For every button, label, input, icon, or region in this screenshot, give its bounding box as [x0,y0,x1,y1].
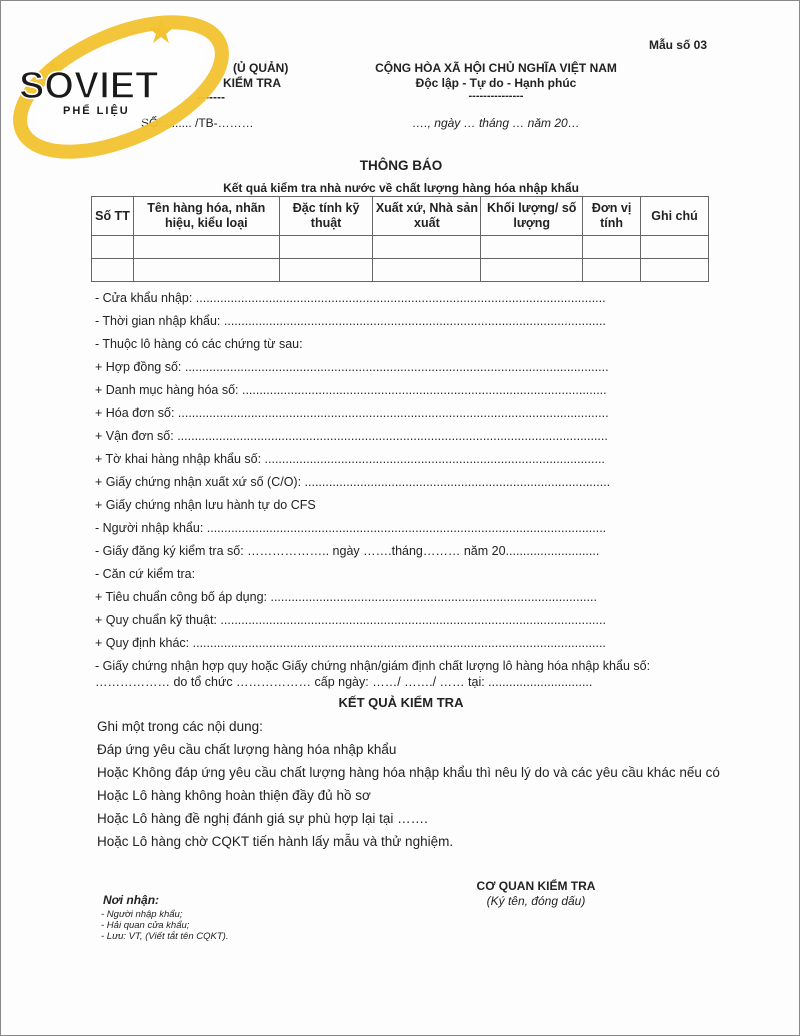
field-contract: + Hợp đồng số: .......................................................................................................................... [95,360,609,374]
field-bill-of-lading: + Vận đơn số: ............................................................................................................................ [95,429,608,443]
republic-name: CỘNG HÒA XÃ HỘI CHỦ NGHĨA VIỆT NAM [375,61,617,75]
recipient-item: - Người nhập khẩu; [101,909,183,920]
col-header: Tên hàng hóa, nhãn hiệu, kiểu loại [133,197,279,236]
field-documents: - Thuộc lô hàng có các chứng từ sau: [95,337,303,351]
recipient-item: - Lưu: VT, (Viết tắt tên CQKT). [101,931,229,942]
header-left-line2: KIỂM TRA [223,76,281,90]
recipient-item: - Hải quan cửa khẩu; [101,920,190,931]
soviet-logo [1,1,251,161]
table-row [92,259,709,282]
form-code: Mẫu số 03 [648,38,707,52]
col-header: Xuất xứ, Nhà sản xuất [373,197,481,236]
notice-title: THÔNG BÁO [359,158,443,173]
field-cfs: + Giấy chứng nhận lưu hành tự do CFS [95,498,316,512]
result-line: Hoặc Không đáp ứng yêu cầu chất lượng hàng hóa nhập khẩu thì nêu lý do và các yêu cầu khác nếu có [97,765,720,780]
field-invoice: + Hóa đơn số: ............................................................................................................................ [95,406,609,420]
result-line: Hoặc Lô hàng không hoàn thiện đầy đủ hồ sơ [97,788,371,803]
col-header: Đặc tính kỹ thuật [279,197,373,236]
field-importer: - Người nhập khẩu: ................................................................................................................... [95,521,607,535]
table-header-row [92,197,709,236]
result-line: Hoặc Lô hàng đề nghị đánh giá sự phù hợp lại tại ……. [97,811,428,826]
signature-org: CƠ QUAN KIỂM TRA [476,879,596,893]
field-co: + Giấy chứng nhận xuất xứ số (C/O): ........................................................................................ [95,475,611,489]
result-title: KẾT QUẢ KIỂM TRA [338,695,464,710]
header-left-line1: (Ủ QUẢN) [233,61,289,75]
header-left-dashes: ------- [197,90,225,104]
field-registration: - Giấy đăng ký kiểm tra số: ……………….. ngày …….tháng……… năm 20........................... [95,544,600,558]
notice-subtitle: Kết quả kiểm tra nhà nước về chất lượng hàng hóa nhập khẩu [223,181,579,195]
col-header: Khối lượng/ số lượng [481,197,583,236]
notice-number: SỐ: ........ /TB-……… [141,116,254,130]
logo-sub: PHẾ LIỆU [63,105,130,117]
signature-note: (Ký tên, đóng dấu) [486,894,586,908]
field-goods-list: + Danh mục hàng hóa số: ......................................................................................................... [95,383,607,397]
col-header: Đơn vị tính [583,197,641,236]
goods-table [91,196,709,282]
result-line: Đáp ứng yêu cầu chất lượng hàng hóa nhập khẩu [97,742,397,757]
field-standard: + Tiêu chuẩn công bố áp dụng: .............................................................................................. [95,590,597,604]
motto-dashes: --------------- [468,90,524,102]
logo-brand: SOVIET [19,65,159,107]
issue-date: …., ngày … tháng … năm 20… [412,116,580,130]
col-header: Số TT [92,197,134,236]
result-line: Hoặc Lô hàng chờ CQKT tiến hành lấy mẫu và thử nghiệm. [97,834,454,849]
table-row [92,236,709,259]
recipients-label: Nơi nhận: [103,893,160,907]
field-customs-declaration: + Tờ khai hàng nhập khẩu số: .................................................................................................. [95,452,605,466]
field-basis: - Căn cứ kiểm tra: [95,567,196,581]
field-certificate: - Giấy chứng nhận hợp quy hoặc Giấy chứng nhận/giám định chất lượng lô hàng hóa nhập khẩu số: [95,659,651,673]
field-import-time: - Thời gian nhập khẩu: .............................................................................................................. [95,314,606,328]
field-border-gate: - Cửa khẩu nhập: ...................................................................................................................... [95,291,606,305]
result-line: Ghi một trong các nội dung: [97,719,263,734]
col-header: Ghi chú [641,197,709,236]
field-other: + Quy định khác: ....................................................................................................................... [95,636,606,650]
field-regulation: + Quy chuẩn kỹ thuật: ............................................................................................................... [95,613,606,627]
national-motto: Độc lập - Tự do - Hạnh phúc [415,76,577,90]
field-certificate-issuer: ……………… do tổ chức ……………… cấp ngày: ……/ ……./ …… tại: .............................. [95,675,593,689]
